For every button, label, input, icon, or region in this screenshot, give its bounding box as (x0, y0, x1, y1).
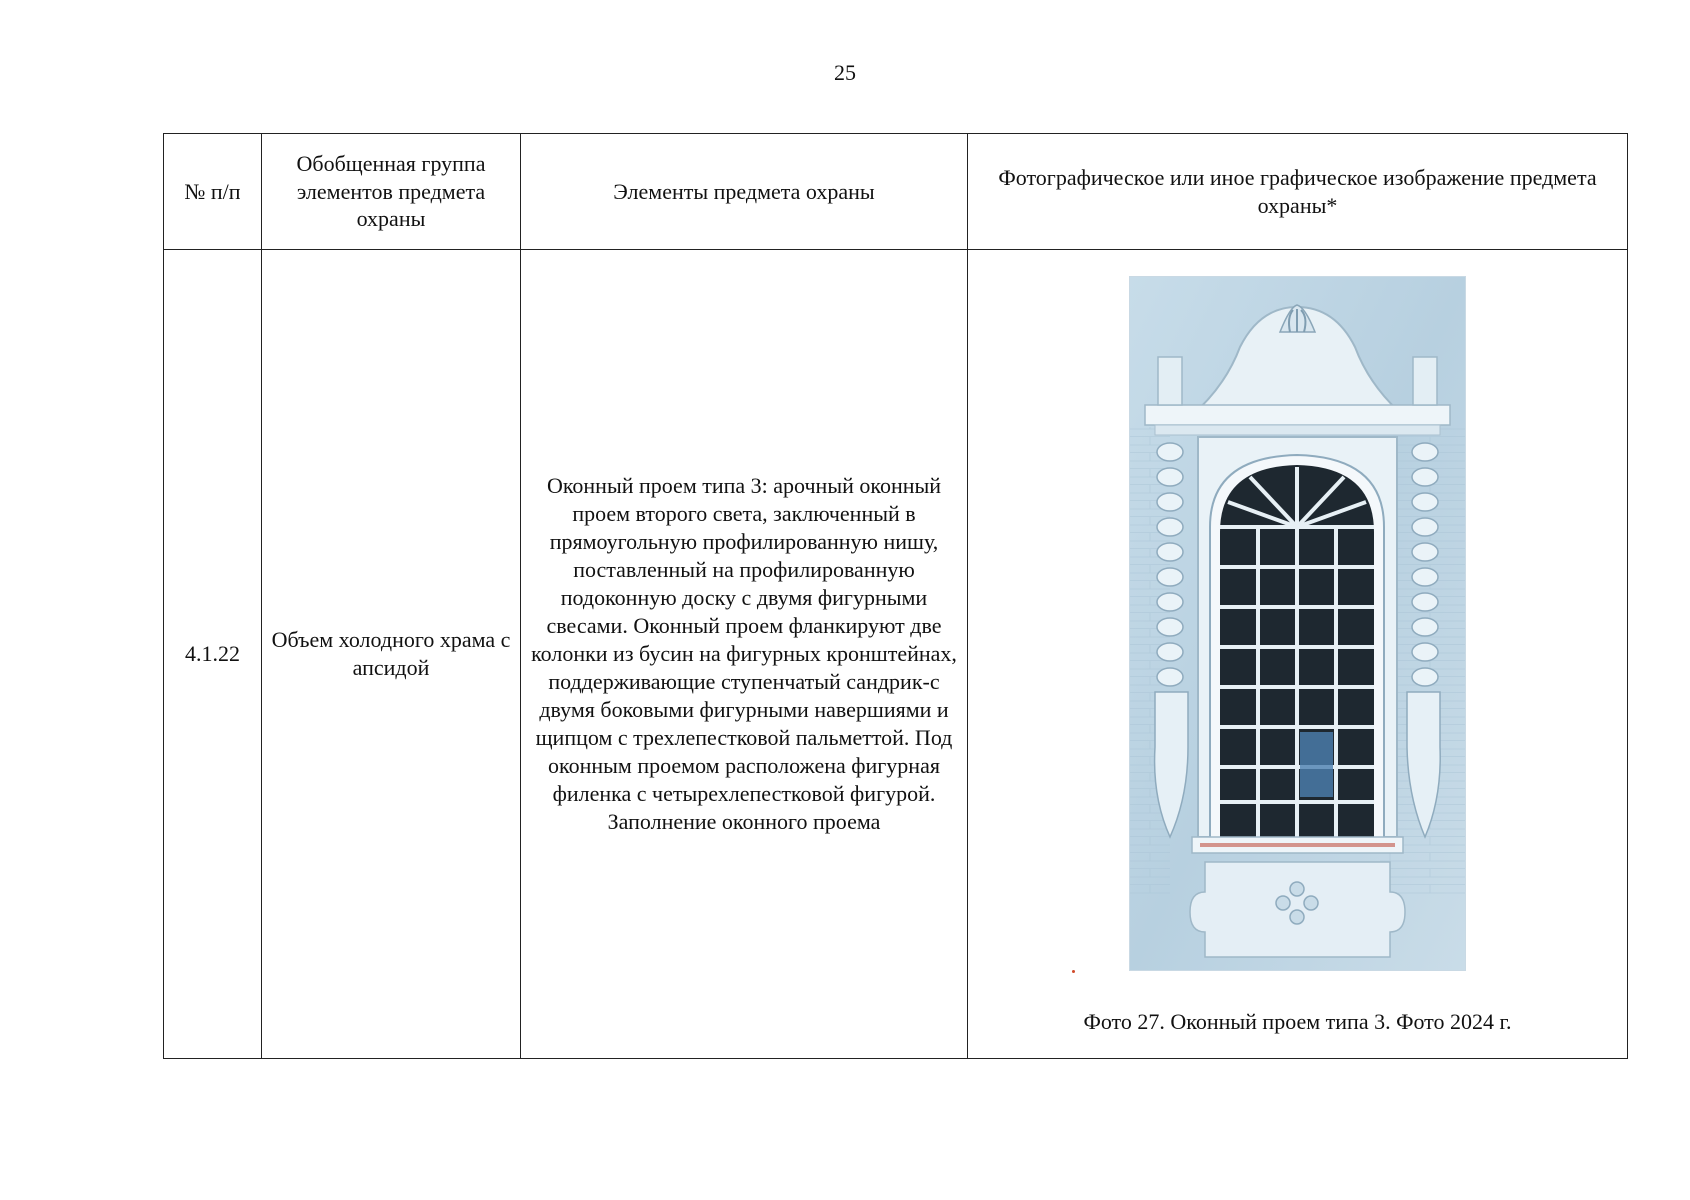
row-group: Объем холодного храма с апсидой (262, 250, 521, 1059)
table-header-row (164, 134, 1628, 250)
header-group: Обобщенная группа элементов предмета охраны (262, 134, 521, 250)
row-number: 4.1.22 (164, 250, 262, 1059)
header-image: Фотографическое или иное графическое изображение предмета охраны* (968, 134, 1628, 250)
stray-mark (1072, 970, 1075, 973)
arched-window-photo (1130, 277, 1465, 970)
page-number: 25 (834, 60, 856, 85)
header-elements: Элементы предмета охраны (521, 134, 968, 250)
row-photo-cell (968, 250, 1628, 1059)
photo-caption: Фото 27. Оконный проем типа 3. Фото 2024 г. (1083, 1009, 1512, 1034)
table-row (164, 250, 1628, 1059)
row-elements-description: Оконный проем типа 3: арочный оконный проем второго света, заключенный в прямоугольную профилированную нишу, поставленный на профилированную подоконную доску с двумя фигурными свесами. Оконный проем фланкируют две колонки из бусин на фигурных кронштейнах, поддерживающие ступенчатый сандрик-с двумя боковыми фигурными навершиями и щипцом с трехлепестковой пальметтой. Под оконным проемом расположена фигурная филенка с четырехлепестковой фигурой. Заполнение оконного проема (521, 250, 968, 1059)
header-number: № п/п (164, 134, 262, 250)
protection-subject-table (163, 133, 1628, 1059)
